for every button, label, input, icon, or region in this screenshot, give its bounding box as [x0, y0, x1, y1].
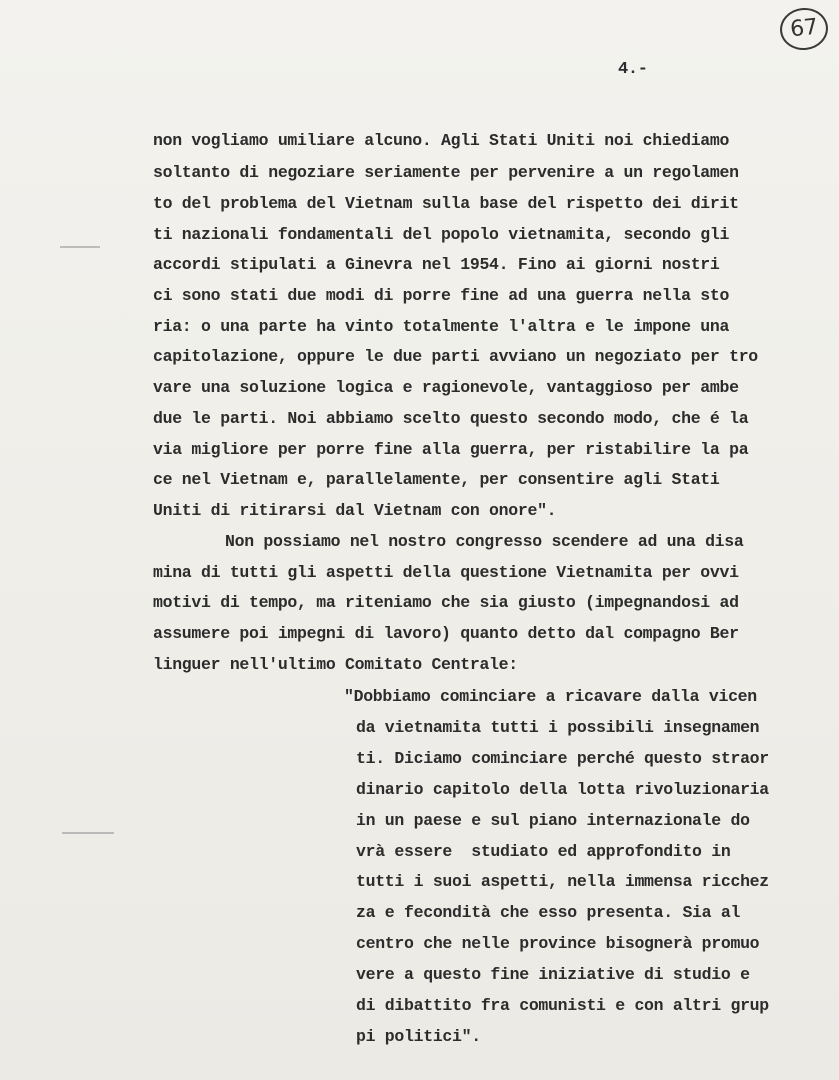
paragraph1-line: ci sono stati due modi di porre fine ad una guerra nella sto	[153, 286, 730, 305]
paragraph2-line: linguer nell'ultimo Comitato Centrale:	[153, 655, 518, 674]
page-number: 4.-	[618, 60, 648, 79]
paragraph1-line: Uniti di ritirarsi dal Vietnam con onore".	[153, 501, 557, 520]
quote-line: da vietnamita tutti i possibili insegnamen	[356, 718, 760, 737]
quote-line: dinario capitolo della lotta rivoluzionaria	[356, 780, 769, 799]
quote-line: pi politici".	[356, 1027, 481, 1046]
margin-mark	[62, 832, 114, 834]
quote-line: centro che nelle province bisognerà promuo	[356, 934, 760, 953]
paragraph2-line: assumere poi impegni di lavoro) quanto detto dal compagno Ber	[153, 624, 739, 643]
paragraph2-line: motivi di tempo, ma riteniamo che sia giusto (impegnandosi ad	[153, 593, 739, 612]
paragraph1-line: capitolazione, oppure le due parti avviano un negoziato per tro	[153, 347, 758, 366]
archive-number-stamp: 67	[778, 6, 830, 53]
paragraph2-line: mina di tutti gli aspetti della questione Vietnamita per ovvi	[153, 563, 739, 582]
paragraph1-line: ce nel Vietnam e, parallelamente, per consentire agli Stati	[153, 470, 720, 489]
quote-line: tutti i suoi aspetti, nella immensa ricchez	[356, 872, 769, 891]
quote-line: za e fecondità che esso presenta. Sia al	[356, 903, 741, 922]
paragraph1-line: ti nazionali fondamentali del popolo vietnamita, secondo gli	[153, 225, 730, 244]
paragraph1-line: soltanto di negoziare seriamente per pervenire a un regolamen	[153, 163, 739, 182]
quote-line: vrà essere studiato ed approfondito in	[356, 842, 731, 861]
paragraph1-line: non vogliamo umiliare alcuno. Agli Stati Uniti noi chiediamo	[153, 131, 730, 150]
paragraph1-line: via migliore per porre fine alla guerra, per ristabilire la pa	[153, 440, 749, 459]
quote-line: in un paese e sul piano internazionale do	[356, 811, 750, 830]
quote-line: vere a questo fine iniziative di studio e	[356, 965, 750, 984]
quote-line: di dibattito fra comunisti e con altri grup	[356, 996, 769, 1015]
paragraph1-line: to del problema del Vietnam sulla base del rispetto dei dirit	[153, 194, 739, 213]
paragraph1-line: accordi stipulati a Ginevra nel 1954. Fino ai giorni nostri	[153, 255, 720, 274]
paragraph1-line: due le parti. Noi abbiamo scelto questo secondo modo, che é la	[153, 409, 749, 428]
margin-mark	[60, 246, 100, 248]
quote-line: "Dobbiamo cominciare a ricavare dalla vicen	[344, 687, 757, 706]
paragraph2-line: Non possiamo nel nostro congresso scendere ad una disa	[225, 532, 744, 551]
quote-line: ti. Diciamo cominciare perché questo straor	[356, 749, 769, 768]
paragraph1-line: ria: o una parte ha vinto totalmente l'altra e le impone una	[153, 317, 730, 336]
paragraph1-line: vare una soluzione logica e ragionevole, vantaggioso per ambe	[153, 378, 739, 397]
